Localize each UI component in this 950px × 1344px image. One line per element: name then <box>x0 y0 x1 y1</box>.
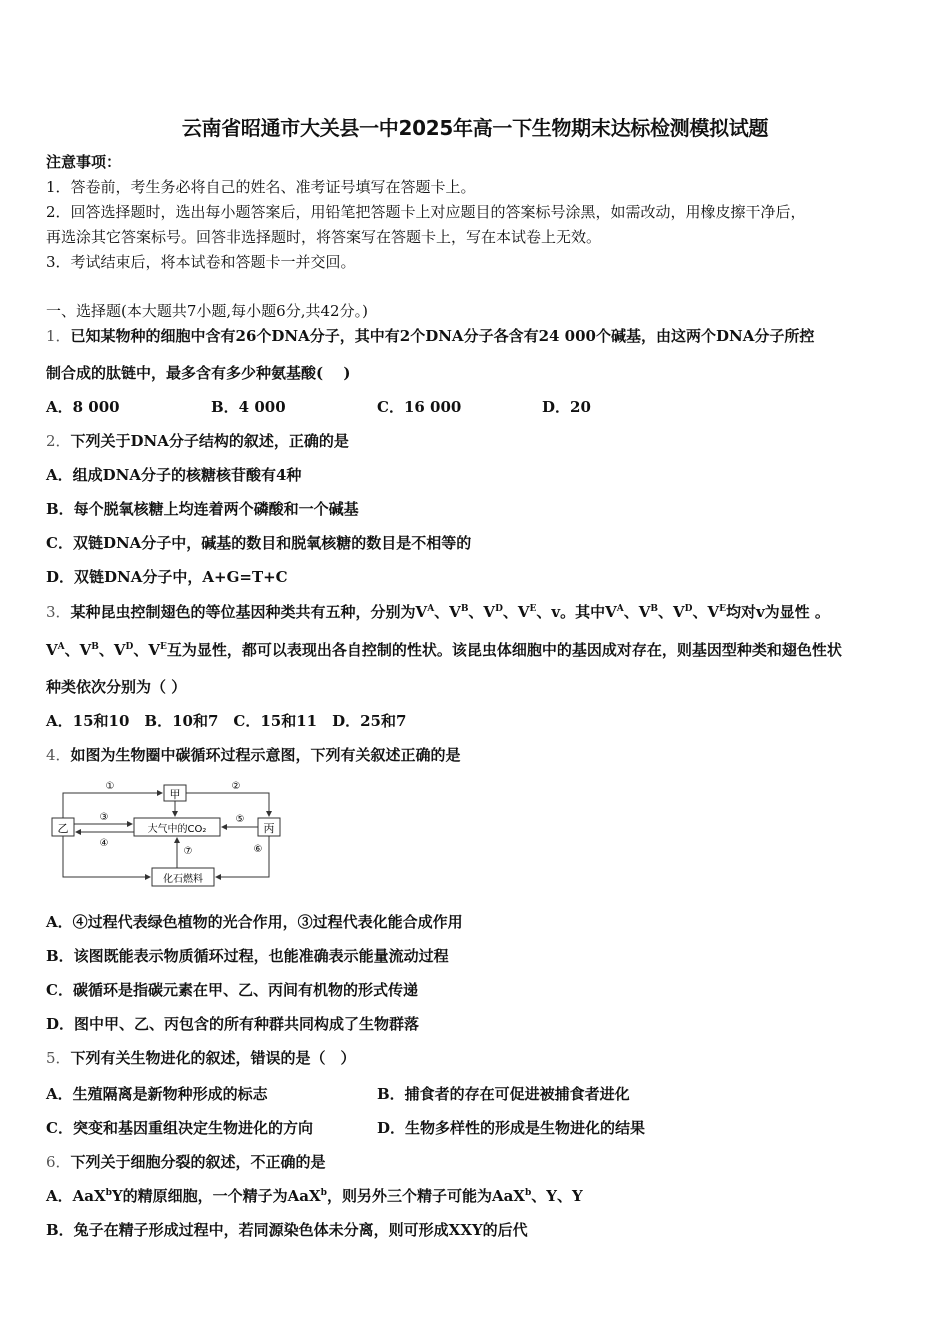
superscript: B <box>460 604 469 614</box>
superscript: A <box>427 604 435 614</box>
q4-option-a[interactable]: A．④过程代表绿色植物的光合作用，③过程代表化能合成作用 <box>46 913 463 931</box>
q1-option-d[interactable]: D．20 <box>542 398 591 416</box>
superscript: D <box>684 604 693 614</box>
text: 某种昆虫控制翅色的等位基因种类共有五种，分别为V <box>70 603 428 621</box>
question-text: 下列关于DNA分子结构的叙述，正确的是 <box>70 432 349 450</box>
question-number: 4． <box>46 746 71 764</box>
q5-option-d[interactable]: D．生物多样性的形成是生物进化的结果 <box>377 1119 646 1137</box>
question-3-stem-cont: 种类依次分别为（ ） <box>46 678 187 696</box>
question-number: 5． <box>46 1049 71 1067</box>
question-1-stem-cont: 制合成的肽链中，最多含有多少种氨基酸( ) <box>46 364 351 382</box>
notice-item: 2．回答选择题时，选出每小题答案后，用铅笔把答题卡上对应题目的答案标号涂黑，如需改动，用橡皮擦干净后， <box>46 203 806 221</box>
text: 、V <box>623 603 651 621</box>
text: 、V <box>657 603 685 621</box>
label-air-co2: 大气中的CO₂ <box>147 824 207 835</box>
q1-option-a[interactable]: A．8 000 <box>46 398 120 416</box>
label-n5: ⑤ <box>235 814 245 825</box>
text: 、V <box>64 641 92 659</box>
question-3-stem <box>46 602 910 622</box>
q2-option-d[interactable]: D．双链DNA分子中，A+G=T+C <box>46 568 288 586</box>
arrow-6 <box>216 836 269 877</box>
q3-options[interactable]: A．15和10 B．10和7 C．15和11 D．25和7 <box>46 712 407 730</box>
notice-item: 1．答卷前，考生务必将自己的姓名、准考证号填写在答题卡上。 <box>46 178 476 196</box>
q2-option-b[interactable]: B．每个脱氧核糖上均连着两个磷酸和一个碱基 <box>46 500 359 518</box>
q4-option-b[interactable]: B．该图既能表示物质循环过程，也能准确表示能量流动过程 <box>46 947 449 965</box>
superscript: b <box>320 1188 327 1198</box>
label-n2: ② <box>231 781 241 792</box>
question-text: 下列关于细胞分裂的叙述，不正确的是 <box>70 1153 326 1171</box>
superscript: E <box>719 604 726 614</box>
question-6-stem <box>46 1152 910 1172</box>
text: ，则另外三个精子可能为AaX <box>326 1187 525 1205</box>
arrow-2 <box>186 793 269 816</box>
label-n7: ⑦ <box>183 846 193 857</box>
notice-item: 再选涂其它答案标号。回答非选择题时，将答案写在答题卡上，写在本试卷上无效。 <box>46 228 602 246</box>
question-text: 下列有关生物进化的叙述，错误的是（ ） <box>70 1049 356 1067</box>
arrow-1 <box>63 793 162 818</box>
q1-option-b[interactable]: B．4 000 <box>211 398 286 416</box>
question-5-stem <box>46 1048 910 1068</box>
q6-option-a[interactable] <box>46 1186 583 1206</box>
q5-option-c[interactable]: C．突变和基因重组决定生物进化的方向 <box>46 1119 313 1137</box>
notice-item: 3．考试结束后，将本试卷和答题卡一并交回。 <box>46 253 356 271</box>
text: 、V <box>434 603 461 621</box>
superscript: b <box>524 1188 532 1198</box>
label-jia: 甲 <box>169 788 181 801</box>
page-title: 云南省昭通市大关县一中2025年高一下生物期末达标检测模拟试题 <box>181 116 769 140</box>
superscript: A <box>616 604 624 614</box>
label-yi: 乙 <box>57 822 69 835</box>
superscript: D <box>495 604 503 614</box>
carbon-cycle-diagram <box>48 776 288 891</box>
label-fossil-fuel: 化石燃料 <box>163 874 203 885</box>
text: 均对v为显性 。 <box>725 603 830 621</box>
text: 、V <box>692 603 720 621</box>
label-n1: ① <box>105 781 115 792</box>
superscript: A <box>57 642 65 652</box>
q1-option-c[interactable]: C．16 000 <box>377 398 462 416</box>
q2-option-a[interactable]: A．组成DNA分子的核糖核苷酸有4种 <box>46 466 302 484</box>
superscript: D <box>125 642 134 652</box>
superscript: b <box>105 1188 112 1198</box>
text: 、V <box>133 641 160 659</box>
question-number: 1． <box>46 327 71 345</box>
superscript: B <box>91 642 99 652</box>
text: Y的精原细胞，一个精子为AaX <box>111 1187 321 1205</box>
q4-option-d[interactable]: D．图中甲、乙、丙包含的所有种群共同构成了生物群落 <box>46 1015 420 1033</box>
text: 、Y、Y <box>531 1187 583 1205</box>
label-n4: ④ <box>99 838 109 849</box>
superscript: E <box>159 642 167 652</box>
superscript: B <box>650 604 658 614</box>
question-3-stem-cont <box>46 640 910 660</box>
q2-option-c[interactable]: C．双链DNA分子中，碱基的数目和脱氧核糖的数目是不相等的 <box>46 534 472 552</box>
text: 、v。其中V <box>536 603 617 621</box>
label-n6: ⑥ <box>253 844 263 855</box>
superscript: E <box>529 604 537 614</box>
q5-option-a[interactable]: A．生殖隔离是新物种形成的标志 <box>46 1085 268 1103</box>
text: A．AaX <box>46 1187 106 1205</box>
question-4-stem <box>46 745 910 765</box>
question-text: 已知某物种的细胞中含有26个DNA分子，其中有2个DNA分子各含有24 000个碱基，由这两个DNA分子所控 <box>70 327 815 345</box>
text: 、V <box>502 603 530 621</box>
question-text: 如图为生物圈中碳循环过程示意图，下列有关叙述正确的是 <box>70 746 461 764</box>
label-bing: 丙 <box>263 822 275 835</box>
q4-option-c[interactable]: C．碳循环是指碳元素在甲、乙、丙间有机物的形式传递 <box>46 981 418 999</box>
text: 互为显性，都可以表现出各自控制的性状。该昆虫体细胞中的基因成对存在，则基因型种类和翅色性状 <box>166 641 842 659</box>
label-n3: ③ <box>99 812 109 823</box>
question-2-stem <box>46 431 910 451</box>
q6-option-b[interactable]: B．兔子在精子形成过程中，若同源染色体未分离，则可形成XXY的后代 <box>46 1221 528 1239</box>
text: 、V <box>98 641 126 659</box>
q5-option-b[interactable]: B．捕食者的存在可促进被捕食者进化 <box>377 1085 630 1103</box>
question-number: 6． <box>46 1153 71 1171</box>
notice-heading: 注意事项： <box>46 153 122 171</box>
question-1-stem <box>46 326 910 346</box>
text: V <box>46 641 58 659</box>
section-heading: 一、选择题(本大题共7小题,每小题6分,共42分。) <box>46 302 368 320</box>
question-number: 2． <box>46 432 71 450</box>
question-number: 3． <box>46 603 71 621</box>
text: 、V <box>468 603 496 621</box>
